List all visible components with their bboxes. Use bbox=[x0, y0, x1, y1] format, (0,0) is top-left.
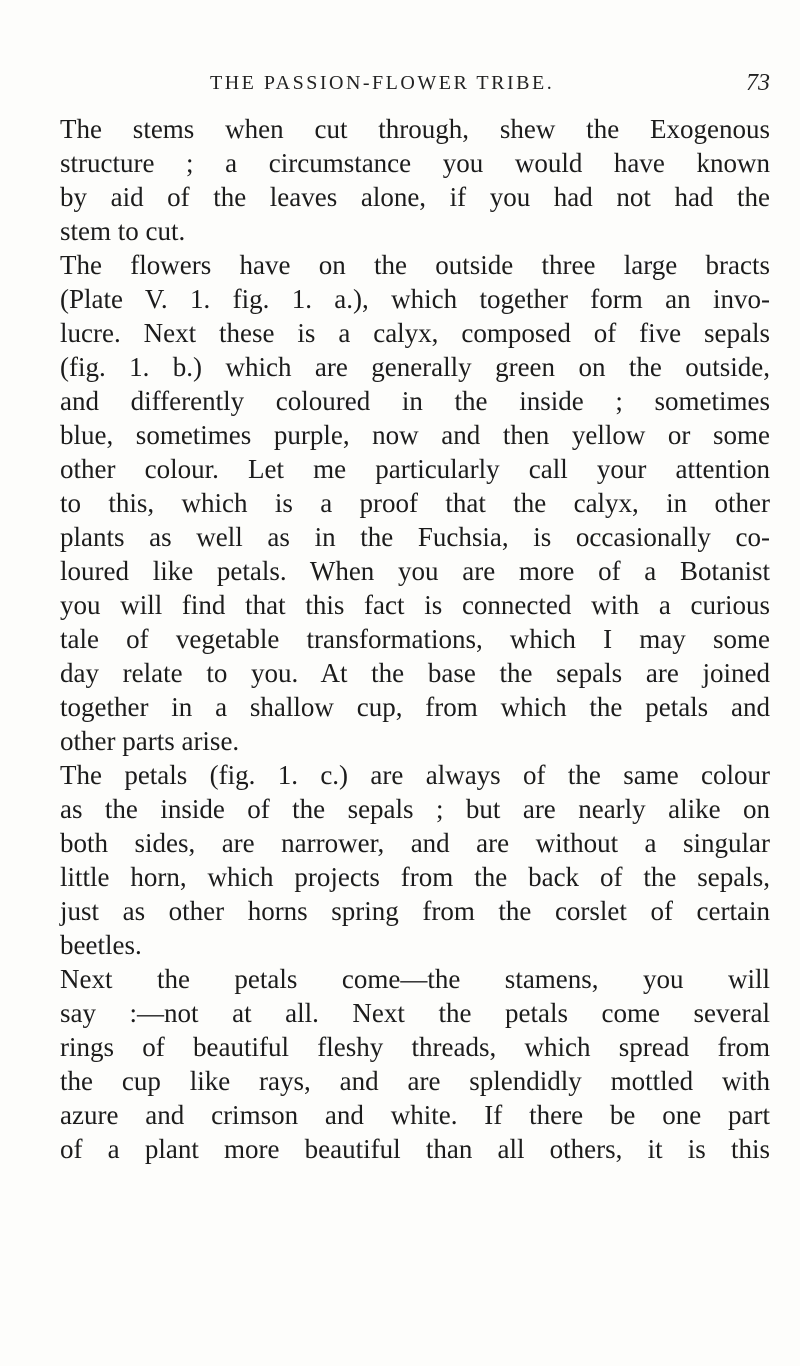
text-line: together in a shallow cup, from which the petals and bbox=[60, 692, 770, 722]
text-line: you will find that this fact is connected with a curious bbox=[60, 590, 770, 620]
text-line: to this, which is a proof that the calyx, in other bbox=[60, 488, 770, 518]
text-line: little horn, which projects from the back of the sepals, bbox=[60, 862, 770, 892]
text-line: rings of beautiful fleshy threads, which spread from bbox=[60, 1032, 770, 1062]
text-line: The petals (fig. 1. c.) are always of the same colour bbox=[60, 760, 770, 790]
text-line: blue, sometimes purple, now and then yellow or some bbox=[60, 420, 770, 450]
text-line: say :—not at all. Next the petals come several bbox=[60, 998, 770, 1028]
text-line: lucre. Next these is a calyx, composed of five sepals bbox=[60, 318, 770, 348]
text-line: plants as well as in the Fuchsia, is occasionally co- bbox=[60, 522, 770, 552]
text-line: Next the petals come—the stamens, you will bbox=[60, 964, 770, 994]
text-line: (fig. 1. b.) which are generally green on the outside, bbox=[60, 352, 770, 382]
text-line: (Plate V. 1. fig. 1. a.), which together form an invo- bbox=[60, 284, 770, 314]
text-line: other parts arise. bbox=[60, 726, 240, 756]
text-line: the cup like rays, and are splendidly mottled with bbox=[60, 1066, 770, 1096]
text-line: other colour. Let me particularly call your attention bbox=[60, 454, 770, 484]
text-line: as the inside of the sepals ; but are nearly alike on bbox=[60, 794, 770, 824]
page-number: 73 bbox=[746, 70, 770, 96]
paragraph-3 bbox=[60, 758, 770, 962]
text-line: stem to cut. bbox=[60, 216, 186, 246]
text-line: day relate to you. At the base the sepals are joined bbox=[60, 658, 770, 688]
text-line: The flowers have on the outside three large bracts bbox=[60, 250, 770, 280]
text-line: just as other horns spring from the corslet of certain bbox=[60, 896, 770, 926]
text-line: by aid of the leaves alone, if you had not had the bbox=[60, 182, 770, 212]
text-line: azure and crimson and white. If there be one part bbox=[60, 1100, 770, 1130]
paragraph-1 bbox=[60, 112, 770, 248]
text-line: of a plant more beautiful than all others, it is this bbox=[60, 1134, 770, 1164]
running-head bbox=[60, 72, 770, 102]
text-line: loured like petals. When you are more of a Botanist bbox=[60, 556, 770, 586]
text-line: both sides, are narrower, and are without a singular bbox=[60, 828, 770, 858]
text-line: beetles. bbox=[60, 930, 142, 960]
text-line: tale of vegetable transformations, which I may some bbox=[60, 624, 770, 654]
text-line: and differently coloured in the inside ; sometimes bbox=[60, 386, 770, 416]
running-title: THE PASSION-FLOWER TRIBE. bbox=[210, 72, 555, 94]
paragraph-4 bbox=[60, 962, 770, 1166]
body-text bbox=[60, 112, 770, 1166]
paragraph-2 bbox=[60, 248, 770, 758]
text-line: structure ; a circumstance you would have known bbox=[60, 148, 770, 178]
text-line: The stems when cut through, shew the Exogenous bbox=[60, 114, 770, 144]
